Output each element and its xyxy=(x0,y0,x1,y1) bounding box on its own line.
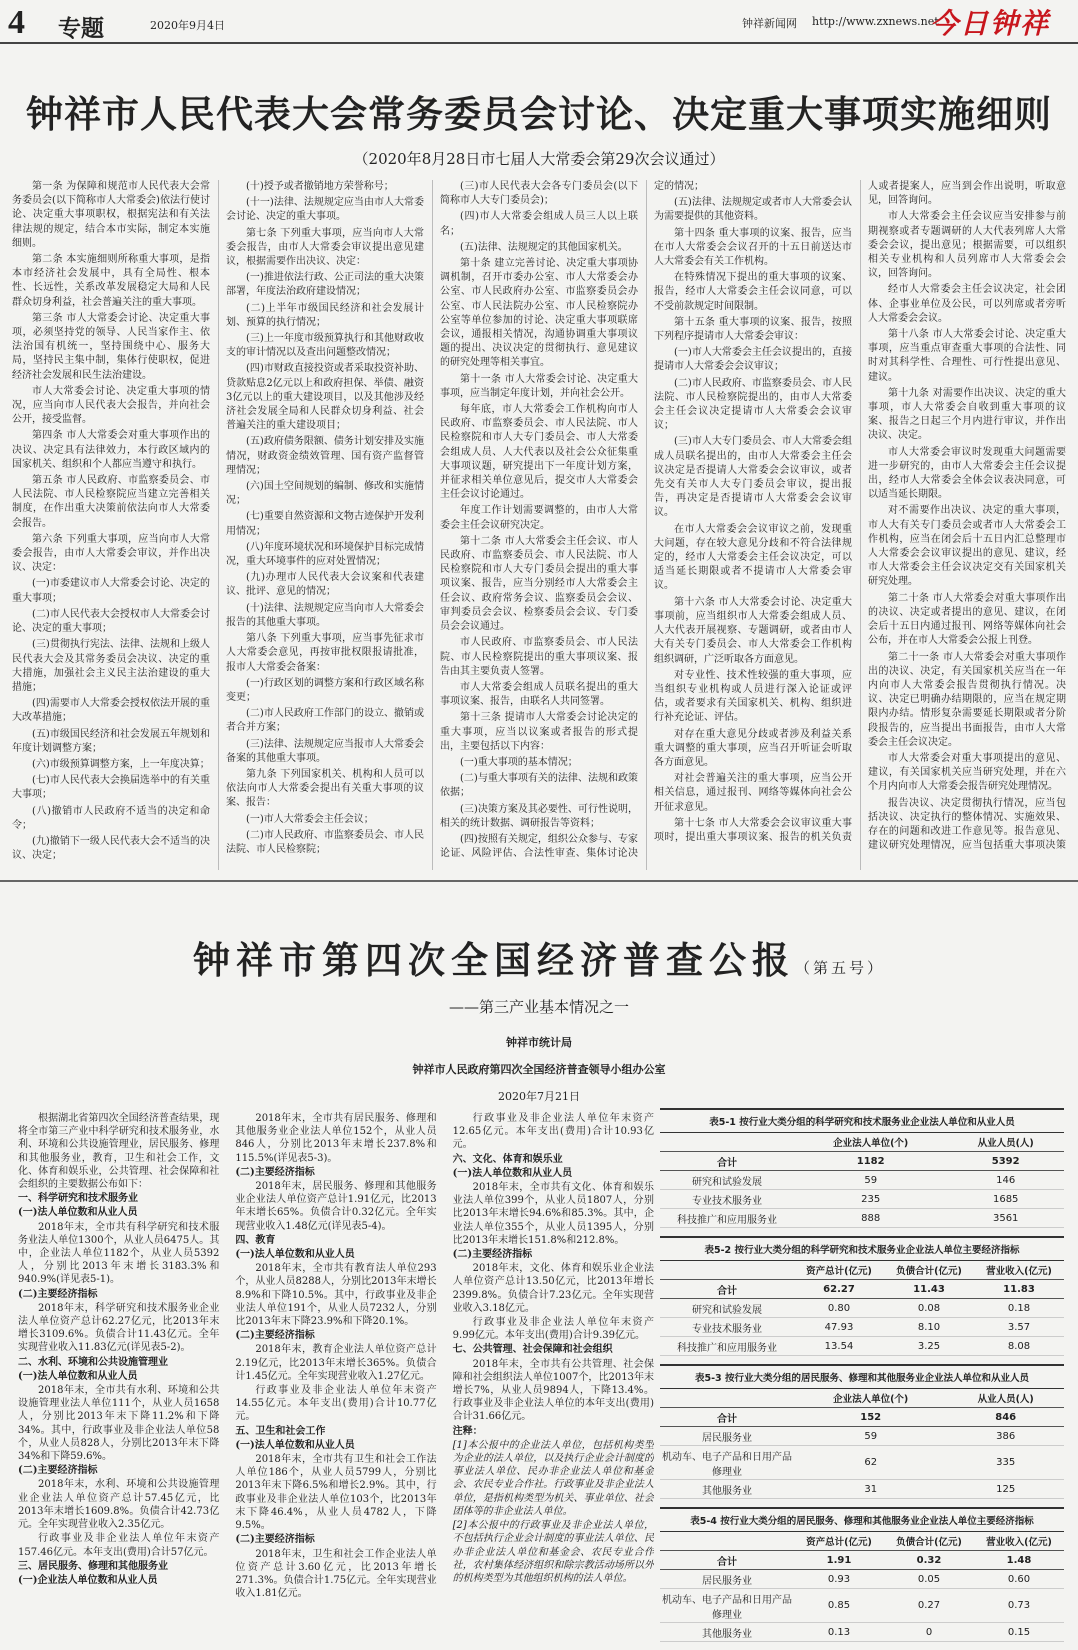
article2-org2: 钟祥市人民政府第四次全国经济普查领导小组办公室 xyxy=(412,1063,666,1076)
article2-title xyxy=(0,930,1078,984)
article1-paragraph: 市人民政府、市监察委员会、市人民法院、市人民检察院提出的重大事项议案、报告由其主要负责人签署。 xyxy=(440,637,638,677)
article2-heading: (一)企业法人单位数和从业人员 xyxy=(18,1574,158,1586)
article1-paragraph: (十)授予或者撤销地方荣誉称号； xyxy=(246,181,394,192)
article1-paragraph: 市人大常委会主任会议应当安排参与前期视察或者专题调研的人大代表列席人大常委会会议，提出意见；根据需要，可以组织相关专业机构和人员列席市人大常委会会议，回答询问。 xyxy=(868,211,1066,280)
stat-table-title: 表5-4 按行业大类分组的居民服务、修理和其他服务业企业法人单位主要经济指标 xyxy=(660,1507,1064,1532)
article2-heading: (一)法人单位数和从业人员 xyxy=(235,1439,355,1451)
article1-paragraph: 第十八条 市人大常委会讨论、决定重大事项，应当重点审查重大事项的合法性、同时对其科学性、合理性、可行性提出意见、建议。 xyxy=(868,329,1066,383)
stat-table xyxy=(660,1108,1064,1228)
article2-heading: 五、卫生和社会工作 xyxy=(235,1425,326,1437)
table-cell: 59 xyxy=(794,1427,947,1446)
masthead-rule xyxy=(0,42,1078,44)
article2-heading: 注释： xyxy=(452,1425,483,1437)
site-name: 钟祥新闻网 xyxy=(742,17,797,30)
article1-paragraph: 每年底，市人大常委会工作机构向市人民政府、市监察委员会、市人民法院、市人民检察院和市人大专门委员会、市人大常委会组成人员、人大代表以及社会公众征集重大事项议题，研究提出下一年度计划方案，并征求相关单位意见后，提交市人大常委会主任会议讨论通过。 xyxy=(440,404,638,501)
article1-paragraph: 经市人大常委会主任会议决定，社会团体、企事业单位及公民，可以列席或者旁听人大常委会会议。 xyxy=(868,284,1066,324)
table-row-label: 专业技术服务业 xyxy=(660,1318,794,1337)
article2-heading: (一)法人单位数和从业人员 xyxy=(18,1207,138,1219)
masthead xyxy=(0,0,1078,46)
article1-paragraph: (八)撤销市人民政府不适当的决定和命令； xyxy=(12,805,210,831)
article1-paragraph: (二)市人民代表大会授权市人大常委会讨论、决定的重大事项； xyxy=(12,608,210,635)
table-cell: 0 xyxy=(884,1623,974,1642)
article1-paragraph: (五)法律、法规规定的其他国家机关。 xyxy=(460,241,628,253)
table-cell: 0.80 xyxy=(794,1299,884,1318)
table-cell: 3.25 xyxy=(884,1337,974,1356)
article1-paragraph: 第五条 市人民政府、市监察委员会、市人民法院、市人民检察院应当建立完善相关制度，在作出重大决策前依法向市人大常委会报告。 xyxy=(12,475,210,529)
article2-heading: (二)主要经济指标 xyxy=(18,1465,98,1477)
article2-paragraph: 2018年末，全市共有居民服务、修理和其他服务业企业法人单位152个，从业人员846人，分别比2013年末增长237.8%和115.5%(详见表5-3)。 xyxy=(235,1113,437,1164)
article2-paragraph: 2018年末，全市共有公共管理、社会保障和社会组织法人单位1007个，比2013年末增长7%，从业人员9894人，下降13.4%。行政事业及非企业法人单位的本年支出(费用)合计31.66亿元。 xyxy=(452,1358,654,1423)
article2-note: [1]本公报中的企业法人单位，包括机构类型为企业的法人单位，以及执行企业会计制度的事业法人单位、民办非企业法人单位和基金会、农民专业合作社。行政事业及非企业法人单位，是指机构类型为机关、事业单位、社会团体等的非企业法人单位。 xyxy=(452,1439,654,1517)
article1-title: 钟祥市人民代表大会常务委员会讨论、决定重大事项实施细则 xyxy=(26,93,1052,136)
table-cell: 31 xyxy=(794,1480,947,1499)
table-cell: 8.08 xyxy=(974,1337,1064,1356)
article1-paragraph: (五)政府债务限额、债务计划安排及实施情况，财政资金绩效管理、国有资产监督管理情况； xyxy=(226,436,424,476)
article1-paragraph: 在特殊情况下提出的重大事项的议案、报告，经市人大常委会主任会议同意，可以不受前款规定时间限制。 xyxy=(654,272,852,312)
stat-table-header: 企业法人单位(个) xyxy=(794,1133,947,1152)
article1-paragraph: (三)市人民代表大会各专门委员会(以下简称市人大专门委员会)； xyxy=(440,181,638,207)
article1-paragraph: 对社会普遍关注的重大事项，应当公开相关信息，通过报刊、网络等媒体向社会公开征求意见。 xyxy=(654,773,852,813)
article2-org1: 钟祥市统计局 xyxy=(506,1036,572,1049)
stat-table-header: 负债合计(亿元) xyxy=(884,1532,974,1551)
article2-heading: (二)主要经济指标 xyxy=(235,1534,315,1546)
table-row-label: 居民服务业 xyxy=(660,1570,794,1589)
article2-heading: (二)主要经济指标 xyxy=(18,1288,98,1300)
article1-subtitle: （2020年8月28日市七届人大常委会第29次会议通过） xyxy=(353,150,725,168)
table-cell: 0.93 xyxy=(794,1570,884,1589)
table-row-label: 研究和试验发展 xyxy=(660,1171,794,1190)
article1-paragraph: (三)法律、法规规定应当报市人大常委会备案的其他重大事项。 xyxy=(226,738,424,764)
table-cell: 125 xyxy=(947,1480,1064,1499)
table-cell: 0.18 xyxy=(974,1299,1064,1318)
stat-table-header: 企业法人单位(个) xyxy=(794,1389,947,1408)
article1-paragraph: 第三条 市人大常委会讨论、决定重大事项，必须坚持党的领导、人民当家作主、依法治国有机统一，坚持围绕中心、服务大局，坚持民主集中制，集体行使职权，促进经济社会发展和民生法治建设。 xyxy=(12,312,210,381)
article2-paragraph: 2018年末，全市共有教育法人单位293个，从业人员8288人，分别比2013年末增长8.9%和下降10.5%。其中，行政事业及非企业法人单位191个，从业人员7232人，分别比2013年末下降23.9%和下降20.1%。 xyxy=(235,1263,437,1328)
article1-paragraph: (四)需要市人大常委会授权依法开展的重大改革措施； xyxy=(12,698,210,724)
article1-paragraph: (四)按照有关规定，组织公众参与、专家论证、风险评估、合法性审查、集体讨论决定的情况； xyxy=(440,181,704,860)
table-cell: 0.13 xyxy=(794,1623,884,1642)
article1-paragraph: (十)法律、法规规定应当向市人大常委会报告的其他重大事项。 xyxy=(226,602,424,628)
table-cell: 1182 xyxy=(794,1152,947,1171)
table-cell: 0.27 xyxy=(884,1589,974,1623)
article1-paragraph: (七)市人民代表大会换届选举中的有关重大事项； xyxy=(12,775,210,801)
stat-table xyxy=(660,1507,1064,1642)
article1-paragraph: (三)决策方案及其必要性、可行性说明，相关的统计数据、调研报告等资料； xyxy=(440,803,638,829)
table-cell: 11.83 xyxy=(974,1280,1064,1299)
table-cell: 59 xyxy=(794,1171,947,1190)
article2-paragraph: 2018年末，全市共有水利、环境和公共设施管理业法人单位111个，从业人员1658人，分别比2013年末下降11.2%和下降34%。其中，行政事业及非企业法人单位58个，从业人员828人，分别比2013年末下降34%和下降59.6%。 xyxy=(18,1385,220,1463)
table-cell: 13.54 xyxy=(794,1337,884,1356)
table-cell: 5392 xyxy=(947,1152,1064,1171)
table-cell: 47.93 xyxy=(794,1318,884,1337)
table-row xyxy=(660,1551,1064,1570)
table-row-label: 其他服务业 xyxy=(660,1623,794,1642)
article2-paragraph: 2018年末，全市共有科学研究和技术服务业法人单位1300个，从业人员6475人。其中，企业法人单位1182个，从业人员5392人，分别比2013年末增长3183.3%和940.9%(详见表5-1)。 xyxy=(18,1221,220,1286)
article2-paragraph: 2018年末，文化、体育和娱乐业企业法人单位资产总计13.50亿元，比2013年增长2399.8%。负债合计7.23亿元。全年实现营业收入3.18亿元。 xyxy=(452,1263,654,1314)
table-row-label: 科技推广和应用服务业 xyxy=(660,1209,794,1228)
stat-table-header xyxy=(660,1133,794,1152)
table-cell: 1.91 xyxy=(794,1551,884,1570)
table-cell: 8.10 xyxy=(884,1318,974,1337)
table-row-label: 合计 xyxy=(660,1408,794,1427)
article1-paragraph: (五)市级国民经济和社会发展五年规划和年度计划调整方案； xyxy=(12,728,210,754)
table-row-label: 机动车、电子产品和日用产品修理业 xyxy=(660,1446,794,1480)
table-row-label: 合计 xyxy=(660,1551,794,1570)
article2-heading: (二)主要经济指标 xyxy=(452,1249,533,1261)
table-cell: 146 xyxy=(947,1171,1064,1190)
article1-paragraph: 第二十条 市人大常委会对重大事项作出的决议、决定或者提出的意见、建议，在闭会后十五日内通过报刊、网络等媒体向社会公布，并在市人大常委会公报上刊登。 xyxy=(868,592,1066,647)
article2-paragraph: 2018年末，教育企业法人单位资产总计2.19亿元，比2013年末增长365%。负债合计1.45亿元。全年实现营业收入1.27亿元。 xyxy=(235,1344,437,1382)
table-cell: 386 xyxy=(947,1427,1064,1446)
article1-paragraph: (三)上一年度市级预算执行和其他财政收支的审计情况以及查出问题整改情况； xyxy=(226,333,424,359)
table-cell: 0.85 xyxy=(794,1589,884,1623)
table-row xyxy=(660,1408,1064,1427)
stat-table-header xyxy=(660,1532,794,1551)
article2-heading: 二、水利、环境和公共设施管理业 xyxy=(18,1356,168,1368)
article2-body xyxy=(18,1112,654,1607)
article1-paragraph: (四)市人大常委会组成人员三人以上联名； xyxy=(440,211,638,237)
article1-paragraph: (八)年度环境状况和环境保护目标完成情况，重大环境事件的应对处置情况； xyxy=(226,541,424,568)
article1-paragraph: 报告决议、决定贯彻执行情况，应当包括决议、决定执行的整体情况、实施效果、存在的问题和改进工作意见等。报告意见、建议研究处理情况，应当包括重大事项决策 xyxy=(868,797,1066,852)
table-row xyxy=(660,1318,1064,1337)
table-row xyxy=(660,1427,1064,1446)
article2-paragraph: 2018年末，卫生和社会工作企业法人单位资产总计3.60亿元，比2013年增长271.3%。负债合计1.75亿元。全年实现营业收入1.81亿元。 xyxy=(235,1548,437,1600)
article2-issue: （第五号） xyxy=(794,959,885,977)
article1-paragraph: 第一条 为保障和规范市人民代表大会常务委员会(以下简称市人大常委会)依法行使讨论、决定重大事项职权，根据宪法和有关法律法规的规定，结合本市实际，制定本实施细则。 xyxy=(12,181,210,249)
article1-body xyxy=(12,180,1066,870)
article1-paragraph: (三)市人大专门委员会、市人大常委会组成人员联名提出的，由市人大常委会主任会议决定是否提请人大常委会会议审议，或者先交有关市人大专门委员会审议，提出报告，再决定是否提请市人大常委会会议审议。 xyxy=(654,436,852,519)
article1-paragraph: 在市人大常委会会议审议之前，发现重大问题，存在较大意见分歧和不符合法律规定的，经市人大常委会主任会议决定，可以适当延长期限或者不提请市人大常委会审议。 xyxy=(654,523,852,592)
table-row-label: 合计 xyxy=(660,1152,794,1171)
article2-heading: 一、科学研究和技术服务业 xyxy=(18,1193,138,1205)
site-url[interactable]: http://www.zxnews.net xyxy=(812,15,939,28)
article1-paragraph: (二)与重大事项有关的法律、法规和政策依据； xyxy=(440,773,638,799)
article1-paragraph: 第十条 建立完善讨论、决定重大事项协调机制，召开市委办公室、市人大常委会办公室、市人民政府办公室、市监察委员会办公室、市人民法院办公室、市人民检察院办公室等单位参加的讨论、决定重大事项联席会议，通报相关情况，沟通协调重大事项议题的提出、决议决定的贯彻执行、意见建议的研究处理等相关事宜。 xyxy=(440,258,638,369)
article2-paragraph: 2018年末，居民服务、修理和其他服务业企业法人单位资产总计1.91亿元，比2013年末增长65%。负债合计0.32亿元。全年实现营业收入1.48亿元(详见表5-4)。 xyxy=(235,1181,437,1232)
table-row-label: 机动车、电子产品和日用产品修理业 xyxy=(660,1589,794,1623)
stat-table xyxy=(660,1236,1064,1356)
table-cell: 11.43 xyxy=(884,1280,974,1299)
table-row-label: 合计 xyxy=(660,1280,794,1299)
table-cell: 3.57 xyxy=(974,1318,1064,1337)
article2-paragraph: 行政事业及非企业法人单位年末资产9.99亿元。本年支出(费用)合计9.39亿元。 xyxy=(452,1317,654,1342)
article1-paragraph: 对存在重大意见分歧或者涉及利益关系重大调整的重大事项，应当召开听证会听取各方面意见。 xyxy=(654,728,852,768)
stat-table-header: 营业收入(亿元) xyxy=(974,1532,1064,1551)
article1-paragraph: 年度工作计划需要调整的，由市人大常委会主任会议研究决定。 xyxy=(440,505,638,531)
page-number: 4 xyxy=(8,4,25,41)
stat-table-header: 资产总计(亿元) xyxy=(794,1532,884,1551)
table-cell: 1.48 xyxy=(974,1551,1064,1570)
section-divider xyxy=(0,880,1078,882)
article1-paragraph: (一)市人大常委会主任会议提出的，直接提请市人大常委会会议审议； xyxy=(654,347,852,373)
table-cell: 888 xyxy=(794,1209,947,1228)
article1-paragraph: (六)国土空间规划的编制、修改和实施情况； xyxy=(226,481,424,507)
table-row-label: 其他服务业 xyxy=(660,1480,794,1499)
stat-table-header: 从业人员(人) xyxy=(947,1133,1064,1152)
article1-paragraph: (一)行政区划的调整方案和行政区域名称变更； xyxy=(226,677,424,703)
article1-paragraph: 市人大常委会审议时发现重大问题需要进一步研究的，由市人大常委会主任会议提出，经市人大常委会全体会议表决同意，可以适当延长期限。 xyxy=(868,446,1066,501)
table-row xyxy=(660,1446,1064,1480)
article1-paragraph: (二)市人民政府、市监察委员会、市人民法院、市人民检察院提出的，由市人大常委会主任会议决定提请市人大常委会会议审议； xyxy=(654,377,852,432)
table-row xyxy=(660,1190,1064,1209)
table-cell: 335 xyxy=(947,1446,1064,1480)
article1-paragraph: (五)法律、法规规定或者市人大常委会认为需要提供的其他资料。 xyxy=(654,197,852,223)
article1-paragraph: 第八条 下列重大事项，应当事先征求市人大常委会意见，再按审批权限报请批准，报市人大常委会备案： xyxy=(226,633,424,673)
article1-paragraph: (一)市委建议市人大常委会讨论、决定的重大事项； xyxy=(12,578,210,604)
table-row xyxy=(660,1337,1064,1356)
table-row xyxy=(660,1280,1064,1299)
article1-paragraph: 第十六条 市人大常委会讨论、决定重大事项前，应当组织市人大常委会组成人员、人大代表开展视察、专题调研，或者由市人大有关专门委员会、市人大常委会工作机构组织调研，广泛听取各方面意见。 xyxy=(654,596,852,665)
article1-paragraph: (九)撤销下一级人民代表大会不适当的决议、决定； xyxy=(12,835,210,862)
table-cell: 0.32 xyxy=(884,1551,974,1570)
article2-heading: (一)法人单位数和从业人员 xyxy=(18,1370,138,1382)
article1-paragraph: 市人大常委会讨论、决定重大事项的情况，应当向市人民代表大会报告，并向社会公开，接受监督。 xyxy=(12,385,210,426)
article1-paragraph: (二)上半年市级国民经济和社会发展计划、预算的执行情况； xyxy=(226,302,424,328)
table-cell: 0.15 xyxy=(974,1623,1064,1642)
table-row xyxy=(660,1171,1064,1190)
table-cell: 152 xyxy=(794,1408,947,1427)
article1-paragraph: 第十三条 提请市人大常委会讨论决定的重大事项，应当以议案或者报告的形式提出，主要包括以下内容： xyxy=(440,712,638,752)
table-row xyxy=(660,1209,1064,1228)
table-row xyxy=(660,1480,1064,1499)
article1-paragraph: 第七条 下列重大事项，应当向市人大常委会报告，由市人大常委会审议提出意见建议，根据需要作出决议、决定： xyxy=(226,227,424,268)
article2-paragraph: 根据湖北省第四次全国经济普查结果，现将全市第三产业中科学研究和技术服务业，水利、环境和公共设施管理业，居民服务、修理和其他服务业，教育，卫生和社会工作，文化、体育和娱乐业，公共管理、社会保障和社会组织的主要数据公布如下： xyxy=(18,1113,220,1191)
article2-paragraph: 2018年末，水利、环境和公共设施管理业企业法人单位资产总计57.45亿元，比2013年末增长1609.8%。负债合计42.73亿元。全年实现营业收入2.35亿元。 xyxy=(18,1479,220,1531)
table-row-label: 居民服务业 xyxy=(660,1427,794,1446)
table-cell: 62.27 xyxy=(794,1280,884,1299)
stat-tables xyxy=(660,1108,1064,1650)
table-cell: 235 xyxy=(794,1190,947,1209)
table-row xyxy=(660,1299,1064,1318)
stat-table-title: 表5-1 按行业大类分组的科学研究和技术服务业企业法人单位和从业人员 xyxy=(660,1108,1064,1133)
article2-heading: 三、居民服务、修理和其他服务业 xyxy=(18,1560,168,1572)
stat-table-title: 表5-2 按行业大类分组的科学研究和技术服务业企业法人单位主要经济指标 xyxy=(660,1236,1064,1261)
article2-paragraph: 行政事业及非企业法人单位年末资产12.65亿元。本年支出(费用)合计10.93亿元。 xyxy=(452,1113,654,1151)
article1-paragraph: 第六条 下列重大事项，应当向市人大常委会报告，由市人大常委会审议，并作出决议、决定： xyxy=(12,533,210,574)
table-row-label: 专业技术服务业 xyxy=(660,1190,794,1209)
article2-paragraph: 2018年末，全市共有卫生和社会工作法人单位186个，从业人员5799人，分别比2013年末下降6.5%和增长2.9%。其中，行政事业及非企业法人单位103个，比2013年末下降46.4%，从业人员4782人，下降9.5%。 xyxy=(235,1454,437,1532)
article1-paragraph: 第二条 本实施细则所称重大事项，是指本市经济社会发展中，具有全局性、根本性、长远性，关系改革发展稳定大局和人民群众切身利益，社会普遍关注的重大事项。 xyxy=(12,254,210,308)
issue-date: 2020年9月4日 xyxy=(150,19,225,32)
article1-paragraph: (十一)法律、法规规定应当由市人大常委会讨论、决定的重大事项。 xyxy=(226,197,424,223)
article2-heading: (二)主要经济指标 xyxy=(235,1330,315,1342)
article1-paragraph: 第十七条 市人大常委会会议审议重大事项时，提出重大事项议案、报告的机关负责人或者提案人，应当到会作出说明，听取意见，回答询问。 xyxy=(654,181,1066,843)
article1-paragraph: (一)市人大常委会主任会议； xyxy=(246,813,374,825)
article1-paragraph: (一)重大事项的基本情况； xyxy=(460,756,578,768)
newspaper-logo: 今日钟祥 xyxy=(930,7,1051,40)
stat-table-header: 负债合计(亿元) xyxy=(884,1261,974,1280)
table-cell: 0.60 xyxy=(974,1570,1064,1589)
article1-paragraph: 第十一条 市人大常委会讨论、决定重大事项，应当制定年度计划，并向社会公开。 xyxy=(440,373,638,399)
article1-paragraph: (二)市人民政府工作部门的设立、撤销或者合并方案； xyxy=(226,708,424,734)
article1-paragraph: 第九条 下列国家机关、机构和人员可以依法向市人大常委会提出有关重大事项的议案、报告： xyxy=(226,768,424,809)
article2-heading: 四、教育 xyxy=(235,1234,276,1246)
table-cell: 0.08 xyxy=(884,1299,974,1318)
table-cell: 3561 xyxy=(947,1209,1064,1228)
table-row xyxy=(660,1589,1064,1623)
article1-paragraph: 市人大常委会对重大事项提出的意见、建议，有关国家机关应当研究处理，并在六个月内向市人大常委会报告研究处理情况。 xyxy=(868,752,1066,793)
article2-paragraph: 2018年末，全市共有文化、体育和娱乐业法人单位399个，从业人员1807人，分别比2013年末增长94.6%和85.3%。其中，企业法人单位355个，从业人员1395人，分别比2013年末增长151.8%和212.8%。 xyxy=(452,1182,654,1246)
stat-table-header xyxy=(660,1389,794,1408)
table-cell: 1685 xyxy=(947,1190,1064,1209)
stat-table-header: 营业收入(亿元) xyxy=(974,1261,1064,1280)
table-cell: 0.73 xyxy=(974,1589,1064,1623)
article2-paragraph: 行政事业及非企业法人单位年末资产157.46亿元。本年支出(费用)合计57亿元。 xyxy=(18,1533,220,1558)
table-cell: 846 xyxy=(947,1408,1064,1427)
article2-heading: (二)主要经济指标 xyxy=(235,1166,315,1178)
article2-heading: 七、公共管理、社会保障和社会组织 xyxy=(452,1344,613,1356)
article2-paragraph: 行政事业及非企业法人单位年末资产14.55亿元。本年支出(费用)合计10.77亿元。 xyxy=(235,1385,437,1423)
table-row-label: 研究和试验发展 xyxy=(660,1299,794,1318)
article2-heading: 六、文化、体育和娱乐业 xyxy=(452,1153,563,1165)
article1-paragraph: (七)重要自然资源和文物古迹保护开发利用情况； xyxy=(226,511,424,537)
article1-paragraph: (二)市人民政府、市监察委员会、市人民法院、市人民检察院； xyxy=(226,829,424,855)
article2-heading: (一)法人单位数和从业人员 xyxy=(235,1249,355,1261)
table-row-label: 科技推广和应用服务业 xyxy=(660,1337,794,1356)
article1-paragraph: 第四条 市人大常委会对重大事项作出的决议、决定具有法律效力，本行政区域内的国家机关、组织和个人都应当遵守和执行。 xyxy=(12,430,210,470)
article1-paragraph: 对不需要作出决议、决定的重大事项，市人大有关专门委员会或者市人大常委会工作机构，应当在闭会后十五日内汇总整理市人大常委会会议审议提出的意见、建议，经市人大常委会主任会议决定交有关国家机关研究处理。 xyxy=(868,505,1066,588)
article2-note: [2]本公报中的行政事业及非企业法人单位，不包括执行企业会计制度的事业法人单位、民办非企业法人单位和基金会、农民专业合作社，农村集体经济组织和除宗教活动场所以外的机构类型为其他组织机构的法人单位。 xyxy=(452,1520,654,1584)
stat-table-header: 从业人员(人) xyxy=(947,1389,1064,1408)
article2-date: 2020年7月21日 xyxy=(498,1090,580,1103)
article1-paragraph: 第十四条 重大事项的议案、报告，应当在市人大常委会会议召开的十五日前送达市人大常委会有关工作机构。 xyxy=(654,227,852,268)
article1-paragraph: 第十五条 重大事项的议案、报告，按照下列程序提请市人大常委会审议： xyxy=(654,316,852,343)
section-name: 专题 xyxy=(58,16,104,42)
table-row xyxy=(660,1623,1064,1642)
article1-paragraph: 第十九条 对需要作出决议、决定的重大事项，市人大常委会自收到重大事项的议案、报告之日起三个月内进行审议，并作出决议、决定。 xyxy=(868,387,1066,442)
article2-title-text: 钟祥市第四次全国经济普查公报 xyxy=(192,939,795,982)
article1-paragraph: 第二十一条 市人大常委会对重大事项作出的决议、决定，有关国家机关应当在一年内向市人大常委会报告贯彻执行情况。决议、决定已明确办结期限的，应当在规定期限内办结。情形复杂需要延长期限或者分阶段报告的，应当提出书面报告，由市人大常委会主任会议决定。 xyxy=(868,651,1066,748)
article1-paragraph: 市人大常委会组成人员联名提出的重大事项议案、报告，由联名人共同签署。 xyxy=(440,681,638,708)
table-cell: 0.05 xyxy=(884,1570,974,1589)
stat-table xyxy=(660,1364,1064,1499)
article1-paragraph: (三)贯彻执行宪法、法律、法规和上级人民代表大会及其常务委员会决议、决定的重大措施，加强社会主义民主法治建设的重大措施； xyxy=(12,639,210,693)
article2-heading: (一)法人单位数和从业人员 xyxy=(452,1167,573,1179)
article2-paragraph: 2018年末，科学研究和技术服务业企业法人单位资产总计62.27亿元，比2013年末增长3109.6%。负债合计11.43亿元。全年实现营业收入11.83亿元(详见表5-2)。 xyxy=(18,1302,220,1354)
article1-paragraph: 第十二条 市人大常委会主任会议、市人民政府、市监察委员会、市人民法院、市人民检察院和市人大专门委员会提出的重大事项议案、报告，应当分别经市人大常委会主任会议、政府常务会议、监察委员会会议、审判委员会会议、检察委员会会议、专门委员会会议通过。 xyxy=(440,535,638,633)
table-row xyxy=(660,1570,1064,1589)
table-row xyxy=(660,1152,1064,1171)
article1-paragraph: (四)市财政直接投资或者采取投资补助、贷款贴息2亿元以上和政府担保、举债、融资3亿元以上的重大建设项目，以及其他涉及经济社会发展全局和人民群众切身利益、社会普遍关注的重大建设项目； xyxy=(226,363,424,432)
stat-table-title: 表5-3 按行业大类分组的居民服务、修理和其他服务业企业法人单位和从业人员 xyxy=(660,1364,1064,1389)
table-cell: 62 xyxy=(794,1446,947,1480)
article2-subtitle: ——第三产业基本情况之一 xyxy=(448,998,629,1016)
article1-paragraph: (六)市级预算调整方案，上一年度决算； xyxy=(32,758,210,770)
article1-paragraph: (一)推进依法行政、公正司法的重大决策部署，年度法治政府建设情况； xyxy=(226,272,424,298)
article1-paragraph: 对专业性、技术性较强的重大事项，应当组织专业机构或人员进行深入论证或评估，或者要求有关国家机关、机构、组织进行补充论证、评估。 xyxy=(654,669,852,724)
article1-paragraph: (九)办理市人民代表大会议案和代表建议、批评、意见的情况； xyxy=(226,572,424,598)
stat-table-header: 资产总计(亿元) xyxy=(794,1261,884,1280)
stat-table-header xyxy=(660,1261,794,1280)
